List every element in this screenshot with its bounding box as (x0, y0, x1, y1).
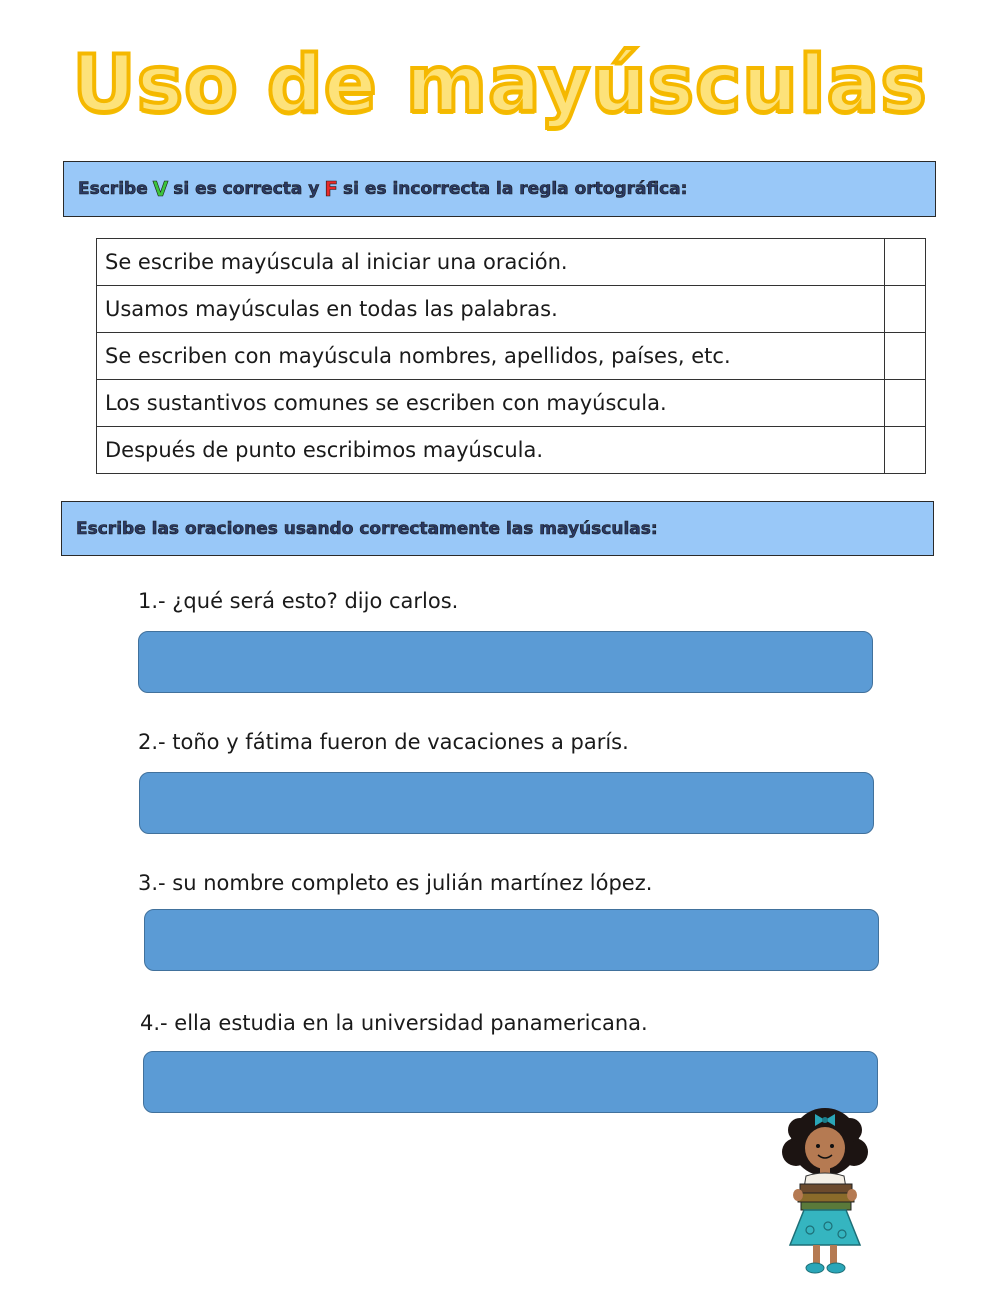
rewrite-instruction-banner (61, 501, 934, 556)
answer-cell[interactable] (885, 427, 926, 474)
rules-table (96, 238, 926, 474)
page-title: Uso de mayúsculas (72, 40, 928, 130)
question-2: 2.- toño y fátima fueron de vacaciones a parís. (138, 730, 629, 754)
rule-text: Los sustantivos comunes se escriben con mayúscula. (97, 380, 885, 427)
answer-input-3[interactable] (144, 909, 879, 971)
rule-text: Después de punto escribimos mayúscula. (97, 427, 885, 474)
rule-text: Se escriben con mayúscula nombres, apellidos, países, etc. (97, 333, 885, 380)
instruction-prefix: Escribe (78, 179, 148, 199)
table-row (97, 380, 926, 427)
question-3: 3.- su nombre completo es julián martínez lópez. (138, 871, 653, 895)
table-row (97, 239, 926, 286)
answer-cell[interactable] (885, 286, 926, 333)
true-letter: V (152, 177, 169, 201)
instruction-middle: si es correcta y (173, 179, 320, 199)
instruction-suffix: si es incorrecta la regla ortográfica: (343, 179, 688, 199)
answer-cell[interactable] (885, 333, 926, 380)
answer-cell[interactable] (885, 239, 926, 286)
table-row (97, 286, 926, 333)
rule-text: Usamos mayúsculas en todas las palabras. (97, 286, 885, 333)
question-1: 1.- ¿qué será esto? dijo carlos. (138, 589, 459, 613)
table-row (97, 333, 926, 380)
rule-text: Se escribe mayúscula al iniciar una oración. (97, 239, 885, 286)
question-4: 4.- ella estudia en la universidad panamericana. (140, 1011, 648, 1035)
false-letter: F (324, 177, 339, 201)
true-false-instruction-banner (63, 161, 936, 217)
answer-cell[interactable] (885, 380, 926, 427)
answer-input-1[interactable] (138, 631, 873, 693)
table-row (97, 427, 926, 474)
girl-with-books-illustration (770, 1100, 880, 1280)
rewrite-instruction-text: Escribe las oraciones usando correctamente las mayúsculas: (76, 518, 658, 539)
answer-input-2[interactable] (139, 772, 874, 834)
answer-input-4[interactable] (143, 1051, 878, 1113)
